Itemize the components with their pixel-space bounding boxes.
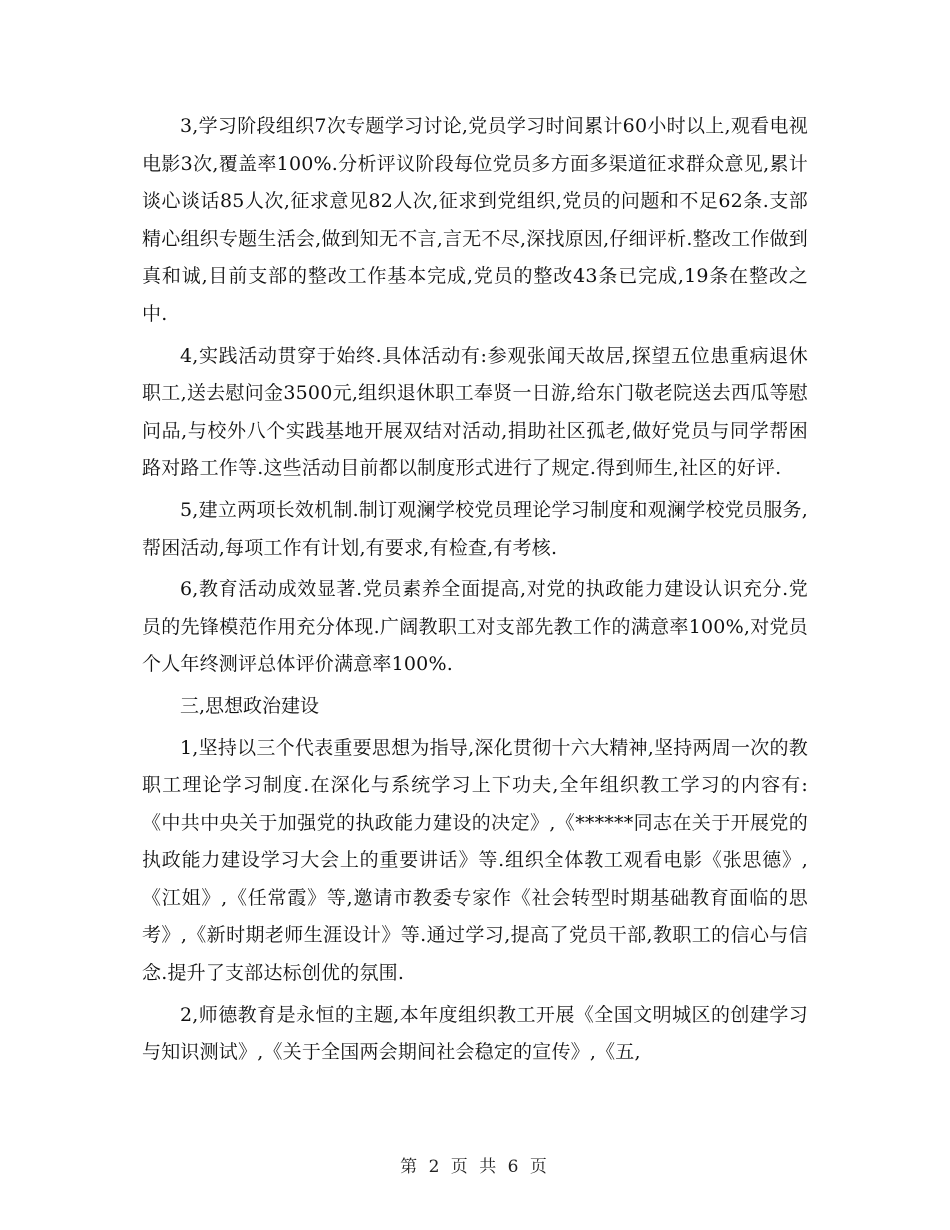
paragraph-item-6: 6,教育活动成效显著.党员素养全面提高,对党的执政能力建设认识充分.党员的先锋模范作用充分体现.广阔教职工对支部先教工作的满意率100%,对党员个人年终测评总体评价满意率100%.	[142, 578, 808, 676]
paragraph-item-5: 5,建立两项长效机制.制订观澜学校党员理论学习制度和观澜学校党员服务,帮困活动,每项工作有计划,有要求,有检查,有考核.	[142, 498, 808, 559]
paragraph-item-4: 4,实践活动贯穿于始终.具体活动有:参观张闻天故居,探望五位患重病退休职工,送去慰问金3500元,组织退休职工奉贤一日游,给东门敬老院送去西瓜等慰问品,与校外八个实践基地开展双结对活动,捐助社区孤老,做好党员与同学帮困路对路工作等.这些活动目前都以制度形式进行了规定.得到师生,社区的好评.	[142, 344, 808, 480]
page-number-footer: 第 2 页 共 6 页	[400, 1157, 550, 1177]
document-body	[142, 108, 808, 1076]
section-heading: 三,思想政治建设	[180, 694, 320, 717]
paragraph-item-1: 1,坚持以三个代表重要思想为指导,深化贯彻十六大精神,坚持两周一次的教职工理论学习制度.在深化与系统学习上下功夫,全年组织教工学习的内容有:《中共中央关于加强党的执政能力建设的决定》,《******同志在关于开展党的执政能力建设学习大会上的重要讲话》等.组织全体教工观看电影《张思德》,《江姐》,《任常霞》等,邀请市教委专家作《社会转型时期基础教育面临的思考》,《新时期老师生涯设计》等.通过学习,提高了党员干部,教职工的信心与信念.提升了支部达标创优的氛围.	[142, 736, 808, 985]
paragraph-item-2: 2,师德教育是永恒的主题,本年度组织教工开展《全国文明城区的创建学习与知识测试》,《关于全国两会期间社会稳定的宣传》,《五,	[142, 1003, 808, 1064]
paragraph-item-3: 3,学习阶段组织7次专题学习讨论,党员学习时间累计60小时以上,观看电视电影3次,覆盖率100%.分析评议阶段每位党员多方面多渠道征求群众意见,累计谈心谈话85人次,征求意见82人次,征求到党组织,党员的问题和不足62条.支部精心组织专题生活会,做到知无不言,言无不尽,深找原因,仔细评析.整改工作做到真和诚,目前支部的整改工作基本完成,党员的整改43条已完成,19条在整改之中.	[142, 115, 808, 325]
